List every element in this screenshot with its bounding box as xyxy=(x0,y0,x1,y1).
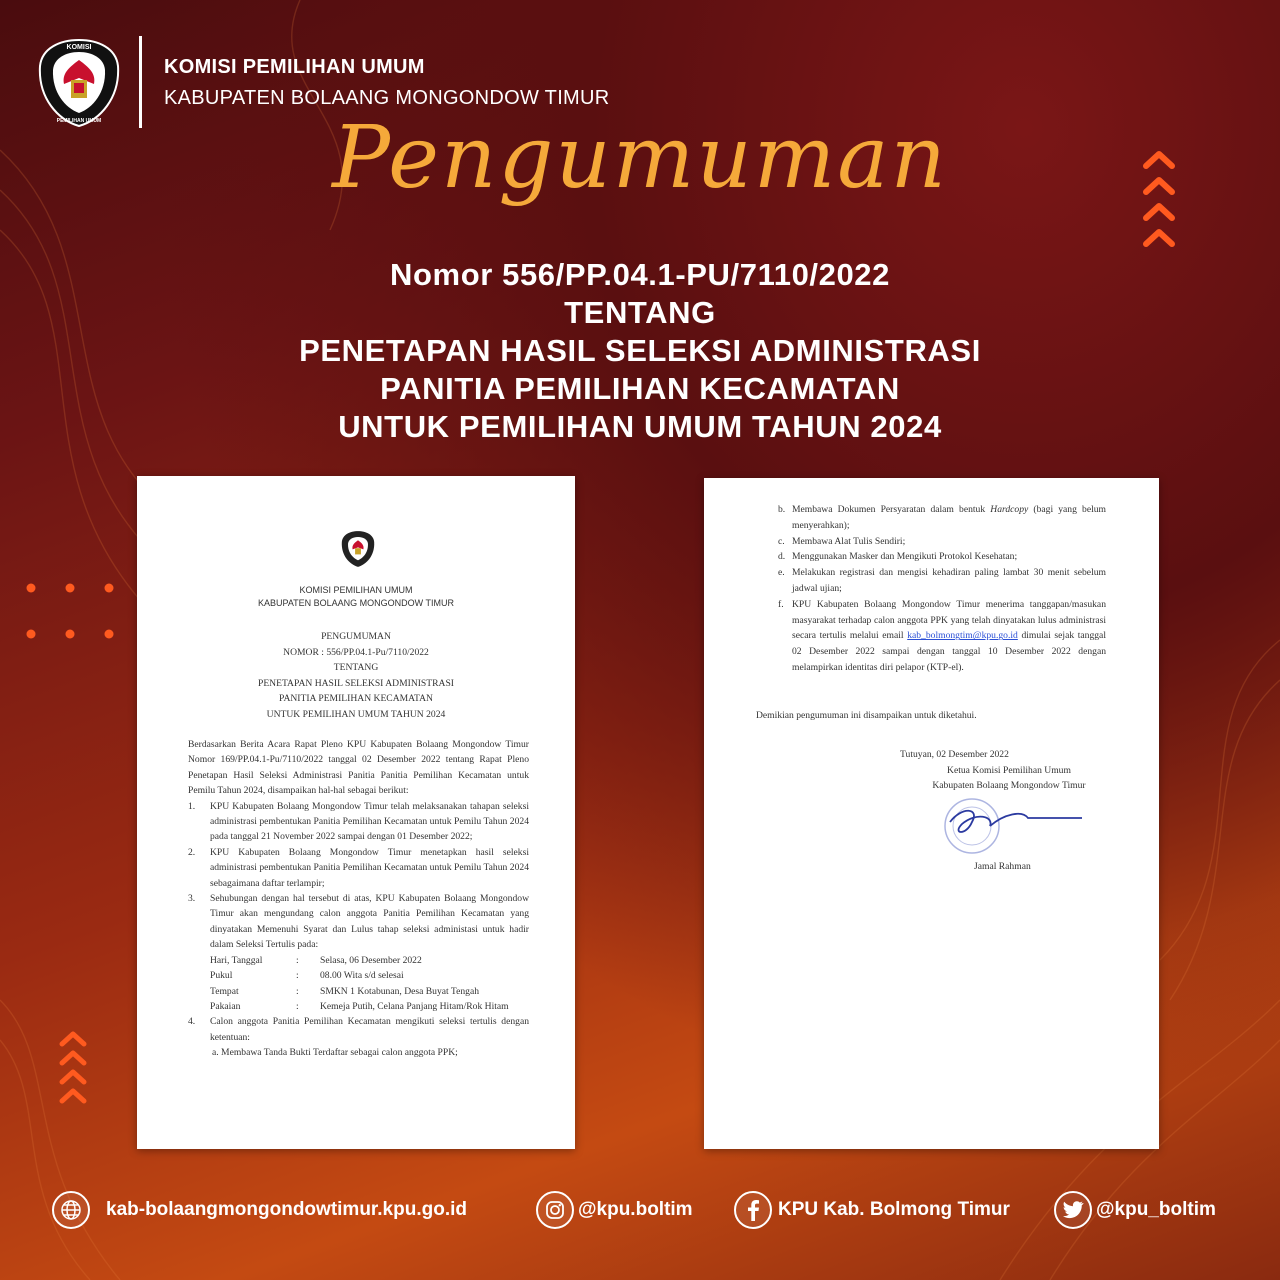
doc1-tentang: TENTANG xyxy=(333,662,379,673)
list-letter: d. xyxy=(778,551,786,563)
facebook-icon xyxy=(734,1191,772,1229)
email-link[interactable]: kab_bolmongtim@kpu.go.id xyxy=(907,630,1018,642)
doc2-item-e: Melakukan registrasi dan mengisi kehadiran paling lambat 30 menit sebelum jadwal ujian; xyxy=(792,567,1106,594)
heading-number: Nomor 556/PP.04.1-PU/7110/2022 xyxy=(390,257,890,292)
doc1-subject-3: UNTUK PEMILIHAN UMUM TAHUN 2024 xyxy=(266,708,446,720)
list-number: 1. xyxy=(188,800,196,812)
schedule-value: 08.00 Wita s/d selesai xyxy=(320,970,404,982)
list-letter: c. xyxy=(778,535,785,547)
schedule-label: Tempat xyxy=(210,985,239,997)
doc2-signer-name: Jamal Rahman xyxy=(974,861,1031,872)
list-number: 4. xyxy=(188,1016,196,1028)
list-letter: b. xyxy=(778,504,786,515)
announcement-heading xyxy=(0,256,1280,446)
list-number: 2. xyxy=(188,846,196,858)
doc2-item-f: KPU Kabupaten Bolaang Mongondow Timur menerima tanggapan/masukan masyarakat terhadap calon anggota PPK yang telah dinyatakan lulus administrasi secara tertulis melalui email xyxy=(792,598,1106,642)
doc2-item-b: Membawa Dokumen Persyaratan dalam bentuk xyxy=(792,504,991,515)
chevron-up-decoration-icon xyxy=(1141,148,1177,256)
list-letter: e. xyxy=(778,567,785,579)
schedule-label: Hari, Tanggal xyxy=(210,954,263,966)
heading-subject-3: UNTUK PEMILIHAN UMUM TAHUN 2024 xyxy=(338,409,942,444)
doc2-item-d: Menggunakan Masker dan Mengikuti Protokol Kesehatan; xyxy=(792,551,1018,563)
doc1-number: NOMOR : 556/PP.04.1-Pu/7110/2022 xyxy=(283,646,429,658)
doc1-item-2: KPU Kabupaten Bolaang Mongondow Timur menetapkan hasil seleksi administrasi pembentukan Panitia Pemilihan Kecamatan untuk Pemilu Tahun 2024 sebagaimana daftar terlampir; xyxy=(210,846,529,889)
schedule-sep: : xyxy=(296,1000,299,1012)
footer-twitter-text: @kpu_boltim xyxy=(1096,1199,1216,1220)
doc2-place-date: Tutuyan, 02 Desember 2022 xyxy=(900,749,1009,760)
doc1-org-region: KABUPATEN BOLAANG MONGONDOW TIMUR xyxy=(257,598,455,608)
doc1-item-3: Sehubungan dengan hal tersebut di atas, KPU Kabupaten Bolaang Mongondow Timur akan mengundang calon anggota Panitia Pemilihan Kecamatan yang dinyatakan Memenuhi Syarat dan Lulus tahap seleksi administasi untuk hadir dalam Seleksi Tertulis pada: xyxy=(210,893,529,951)
footer-facebook-text: KPU Kab. Bolmong Timur xyxy=(778,1199,1010,1220)
doc2-sign-title-2: Kabupaten Bolaang Mongondow Timur xyxy=(932,780,1086,792)
schedule-label: Pakaian xyxy=(210,1000,241,1012)
instagram-icon xyxy=(536,1191,574,1229)
doc2-sign-title-1: Ketua Komisi Pemilihan Umum xyxy=(947,765,1071,776)
chevron-up-decoration-icon xyxy=(57,1030,89,1110)
schedule-sep: : xyxy=(296,970,299,982)
doc2-item-b-end: (bagi yang belum menyerahkan); xyxy=(792,504,1106,531)
footer-twitter[interactable] xyxy=(1054,1188,1216,1232)
doc1-title: PENGUMUMAN xyxy=(321,631,391,642)
doc2-closing: Demikian pengumuman ini disampaikan untuk diketahui. xyxy=(756,710,977,721)
list-number: 3. xyxy=(188,893,196,905)
globe-icon xyxy=(52,1191,90,1229)
schedule-sep: : xyxy=(296,985,299,997)
footer-instagram[interactable] xyxy=(536,1188,693,1232)
schedule-label: Pukul xyxy=(210,970,233,982)
twitter-icon xyxy=(1054,1191,1092,1229)
logo-text-bottom: PEMILIHAN UMUM xyxy=(56,118,102,124)
doc1-item-4: Calon anggota Panitia Pemilihan Kecamatan mengikuti seleksi tertulis dengan ketentuan: xyxy=(210,1016,529,1043)
schedule-value: SMKN 1 Kotabunan, Desa Buyat Tengah xyxy=(320,985,480,997)
schedule-value: Selasa, 06 Desember 2022 xyxy=(320,954,422,966)
document-page-1 xyxy=(137,476,575,1149)
doc2-item-b-emphasis: Hardcopy xyxy=(990,504,1029,515)
list-letter: f. xyxy=(778,598,784,610)
heading-subject-2: PANITIA PEMILIHAN KECAMATAN xyxy=(380,371,900,406)
document-kpu-logo xyxy=(341,530,375,568)
doc2-item-c: Membawa Alat Tulis Sendiri; xyxy=(792,535,906,547)
heading-subject-1: PENETAPAN HASIL SELEKSI ADMINISTRASI xyxy=(299,333,981,368)
schedule-sep: : xyxy=(296,954,299,966)
heading-tentang: TENTANG xyxy=(564,295,716,330)
footer-website[interactable] xyxy=(52,1188,467,1232)
footer-instagram-text: @kpu.boltim xyxy=(578,1199,693,1220)
doc2-item-f-end: dimulai sejak tanggal 02 Desember 2022 sampai dengan tanggal 10 Desember 2022 dengan melampirkan identitas diri pelapor (KTP-el). xyxy=(792,630,1106,673)
announcement-script-title: Pengumuman xyxy=(332,108,948,208)
doc1-intro: Berdasarkan Berita Acara Rapat Pleno KPU Kabupaten Bolaang Mongondow Timur Nomor 169/PP.04.1-Pu/7110/2022 tanggal 02 Desember 2022 tentang Rapat Pleno Penetapan Hasil Seleksi Administrasi Panitia Panitia Pemilihan Kecamatan untuk Pemilu Tahun 2024, disampaikan hal-hal sebagai berikut: xyxy=(188,739,529,797)
doc1-subject-2: PANITIA PEMILIHAN KECAMATAN xyxy=(279,693,433,704)
dot-grid-decoration xyxy=(24,580,124,644)
doc1-item-1: KPU Kabupaten Bolaang Mongondow Timur telah melaksanakan tahapan seleksi administrasi pembentukan Panitia Pemilihan Kecamatan untuk Pemilu Tahun 2024 pada tanggal 21 November 2022 sampai dengan 01 Desember 2022; xyxy=(210,800,529,843)
doc1-subject-1: PENETAPAN HASIL SELEKSI ADMINISTRASI xyxy=(257,677,454,689)
doc1-org-name: KOMISI PEMILIHAN UMUM xyxy=(299,585,413,595)
footer-facebook[interactable] xyxy=(734,1188,1010,1232)
official-stamp-and-signature xyxy=(932,796,1092,856)
doc1-schedule xyxy=(188,953,529,1015)
logo-text-top: KOMISI xyxy=(66,44,92,51)
org-name: KOMISI PEMILIHAN UMUM xyxy=(164,56,425,78)
schedule-value: Kemeja Putih, Celana Panjang Hitam/Rok Hitam xyxy=(320,1000,509,1012)
document-page-2 xyxy=(704,478,1159,1149)
org-region: KABUPATEN BOLAANG MONGONDOW TIMUR xyxy=(164,87,610,109)
doc1-item-4a: a. Membawa Tanda Bukti Terdaftar sebagai calon anggota PPK; xyxy=(212,1047,458,1059)
footer-website-text: kab-bolaangmongondowtimur.kpu.go.id xyxy=(106,1199,467,1220)
